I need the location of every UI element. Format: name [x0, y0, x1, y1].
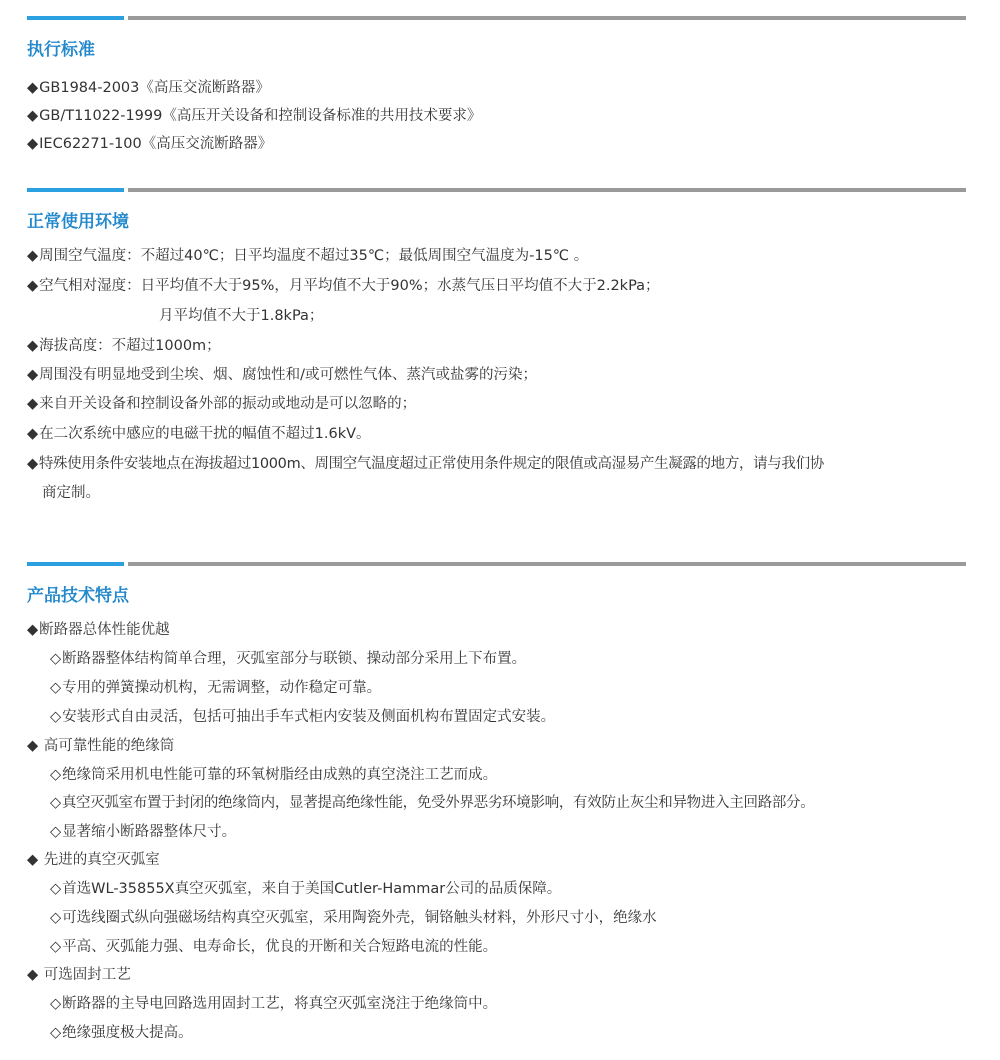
feature-sub-item: [50, 937, 497, 957]
feature-sub-item: [50, 707, 555, 727]
feature-group-text: 断路器总体性能优越: [39, 622, 170, 638]
diamond-bullet-icon: ◆: [27, 367, 39, 383]
list-item-continuation: 月平均值不大于1.8kPa；: [159, 308, 324, 324]
divider-rule: [128, 562, 966, 566]
section-divider: [27, 188, 966, 192]
list-item: [27, 246, 588, 266]
feature-group-label: [27, 850, 160, 870]
feature-sub-item: [50, 879, 561, 899]
diamond-bullet-icon: ◆: [27, 136, 39, 152]
diamond-bullet-icon: ◆: [27, 967, 39, 983]
list-item-text: 海拔高度：不超过1000m；: [39, 338, 221, 354]
divider-accent: [27, 188, 124, 192]
divider-rule: [128, 16, 966, 20]
list-item-text: IEC62271-100《高压交流断路器》: [39, 136, 273, 152]
diamond-bullet-icon: ◆: [27, 852, 39, 868]
divider-rule: [128, 188, 966, 192]
section-title: 产品技术特点: [27, 586, 129, 606]
hollow-diamond-icon: ◇: [50, 910, 62, 926]
diamond-bullet-icon: ◆: [27, 426, 39, 442]
section-divider: [27, 562, 966, 566]
feature-group-text: 先进的真空灭弧室: [39, 852, 160, 868]
hollow-diamond-icon: ◇: [50, 1025, 62, 1041]
hollow-diamond-icon: ◇: [50, 651, 62, 667]
list-item-text: 周围空气温度：不超过40℃；日平均温度不超过35℃；最低周围空气温度为-15℃ 。: [39, 248, 589, 264]
list-item: [27, 134, 272, 154]
divider-accent: [27, 562, 124, 566]
feature-sub-item: [50, 822, 236, 842]
feature-sub-text: 可选线圈式纵向强磁场结构真空灭弧室，采用陶瓷外壳，铜铬触头材料，外形尺寸小，绝缘水: [62, 910, 657, 926]
list-item-continuation: 商定制。: [42, 485, 100, 501]
list-item-text: GB1984-2003《高压交流断路器》: [39, 80, 270, 96]
feature-sub-text: 真空灭弧室布置于封闭的绝缘筒内，显著提高绝缘性能，免受外界恶劣环境影响，有效防止灰尘和异物进入主回路部分。: [61, 795, 815, 811]
hollow-diamond-icon: ◇: [50, 767, 62, 783]
list-item-text: 周围没有明显地受到尘埃、烟、腐蚀性和/或可燃性气体、蒸汽或盐雾的污染；: [39, 367, 538, 383]
feature-sub-item: [50, 765, 497, 785]
hollow-diamond-icon: ◇: [50, 881, 62, 897]
feature-sub-text: 首选WL-35855X真空灭弧室，来自于美国Cutler-Hammar公司的品质保障。: [62, 881, 562, 897]
list-item: [27, 394, 416, 414]
hollow-diamond-icon: ◇: [50, 795, 61, 811]
section-title: 正常使用环境: [27, 212, 129, 232]
hollow-diamond-icon: ◇: [50, 939, 62, 955]
diamond-bullet-icon: ◆: [27, 622, 39, 638]
hollow-diamond-icon: ◇: [50, 709, 62, 725]
feature-group-text: 可选固封工艺: [39, 967, 131, 983]
feature-sub-text: 显著缩小断路器整体尺寸。: [62, 824, 237, 840]
diamond-bullet-icon: ◆: [27, 248, 39, 264]
feature-group-text: 高可靠性能的绝缘筒: [39, 738, 175, 754]
diamond-bullet-icon: ◆: [27, 338, 39, 354]
diamond-bullet-icon: ◆: [27, 278, 39, 294]
list-item: [27, 106, 481, 126]
list-item-text: 在二次系统中感应的电磁干扰的幅值不超过1.6kV。: [39, 426, 371, 442]
feature-sub-text: 平高、灭弧能力强、电寿命长，优良的开断和关合短路电流的性能。: [62, 939, 498, 955]
diamond-bullet-icon: ◆: [27, 738, 39, 754]
list-item-text: GB/T11022-1999《高压开关设备和控制设备标准的共用技术要求》: [39, 108, 482, 124]
list-item-text: 特殊使用条件安装地点在海拔超过1000m、周围空气温度超过正常使用条件规定的限值或高湿易产生凝露的地方，请与我们协: [38, 456, 824, 472]
feature-sub-text: 安装形式自由灵活，包括可抽出手车式柜内安装及侧面机构布置固定式安装。: [62, 709, 556, 725]
feature-sub-text: 绝缘筒采用机电性能可靠的环氧树脂经由成熟的真空浇注工艺而成。: [62, 767, 498, 783]
feature-sub-text: 断路器的主导电回路选用固封工艺，将真空灭弧室浇注于绝缘筒中。: [62, 996, 498, 1012]
feature-sub-text: 绝缘强度极大提高。: [62, 1025, 193, 1041]
diamond-bullet-icon: ◆: [27, 396, 39, 412]
diamond-bullet-icon: ◆: [27, 456, 38, 472]
list-item-text: 空气相对湿度：日平均值不大于95%，月平均值不大于90%；水蒸气压日平均值不大于2.2kPa；: [39, 278, 660, 294]
feature-sub-text: 断路器整体结构简单合理，灭弧室部分与联锁、操动部分采用上下布置。: [62, 651, 527, 667]
diamond-bullet-icon: ◆: [27, 80, 39, 96]
feature-sub-item: [50, 793, 814, 813]
hollow-diamond-icon: ◇: [50, 680, 62, 696]
section-divider: [27, 16, 966, 20]
feature-sub-item: [50, 994, 497, 1014]
diamond-bullet-icon: ◆: [27, 108, 39, 124]
divider-accent: [27, 16, 124, 20]
feature-group-label: [27, 620, 170, 640]
hollow-diamond-icon: ◇: [50, 824, 62, 840]
list-item: [27, 454, 824, 474]
feature-group-label: [27, 736, 174, 756]
feature-group-label: [27, 965, 131, 985]
hollow-diamond-icon: ◇: [50, 996, 62, 1012]
feature-sub-item: [50, 1023, 193, 1043]
feature-sub-item: [50, 649, 526, 669]
feature-sub-item: [50, 908, 657, 928]
list-item: [27, 276, 660, 296]
list-item: [27, 336, 221, 356]
section-title: 执行标准: [27, 40, 95, 60]
feature-sub-item: [50, 678, 381, 698]
list-item: [27, 365, 537, 385]
list-item-text: 来自开关设备和控制设备外部的振动或地动是可以忽略的；: [39, 396, 417, 412]
list-item: [27, 78, 270, 98]
list-item: [27, 424, 371, 444]
feature-sub-text: 专用的弹簧操动机构，无需调整，动作稳定可靠。: [62, 680, 382, 696]
